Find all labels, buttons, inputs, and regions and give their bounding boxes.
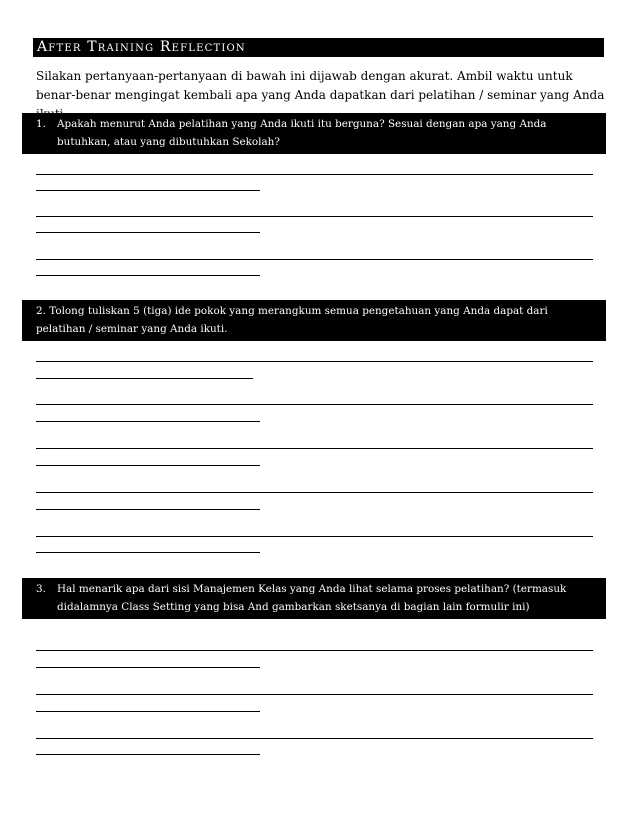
- question-1-text: Apakah menurut Anda pelatihan yang Anda ikuti itu berguna? Sesuai dengan apa yang Anda butuhkan, atau yang dibutuhkan Sekolah?: [57, 118, 547, 148]
- answer-line[interactable]: [36, 216, 593, 217]
- question-2-text: 2. Tolong tuliskan 5 (tiga) ide pokok yang merangkum semua pengetahuan yang Anda dapat dari pelatihan / seminar yang Anda ikuti.: [36, 305, 548, 335]
- question-3-text: Hal menarik apa dari sisi Manajemen Kelas yang Anda lihat selama proses pelatihan? (termasuk didalamnya Class Setting yang bisa And gambarkan sketsanya di bagian lain formulir ini): [57, 583, 567, 613]
- page-title: After Training Reflection: [37, 39, 246, 55]
- answer-line[interactable]: [36, 465, 260, 466]
- answer-line[interactable]: [36, 552, 260, 553]
- question-1-number: 1.: [36, 118, 46, 130]
- answer-line[interactable]: [36, 448, 593, 449]
- title-bar: [33, 38, 604, 57]
- answer-line[interactable]: [36, 738, 593, 739]
- answer-line[interactable]: [36, 667, 260, 668]
- answer-line[interactable]: [36, 536, 593, 537]
- question-3-number: 3.: [36, 583, 46, 595]
- question-3-bar: [22, 578, 606, 619]
- answer-line[interactable]: [36, 754, 260, 755]
- answer-line[interactable]: [36, 259, 593, 260]
- answer-line[interactable]: [36, 232, 260, 233]
- answer-line[interactable]: [36, 378, 253, 379]
- answer-line[interactable]: [36, 174, 593, 175]
- answer-line[interactable]: [36, 509, 260, 510]
- answer-line[interactable]: [36, 492, 593, 493]
- answer-line[interactable]: [36, 190, 260, 191]
- answer-line[interactable]: [36, 404, 593, 405]
- question-1-bar: [22, 113, 606, 154]
- answer-line[interactable]: [36, 711, 260, 712]
- answer-line[interactable]: [36, 650, 593, 651]
- answer-line[interactable]: [36, 694, 593, 695]
- answer-line[interactable]: [36, 361, 593, 362]
- intro-text: Silakan pertanyaan-pertanyaan di bawah ini dijawab dengan akurat. Ambil waktu untuk benar-benar mengingat kembali apa yang Anda dapatkan dari pelatihan / seminar yang Anda: [36, 69, 605, 102]
- question-2-bar: [22, 300, 606, 341]
- answer-line[interactable]: [36, 421, 260, 422]
- answer-line[interactable]: [36, 275, 260, 276]
